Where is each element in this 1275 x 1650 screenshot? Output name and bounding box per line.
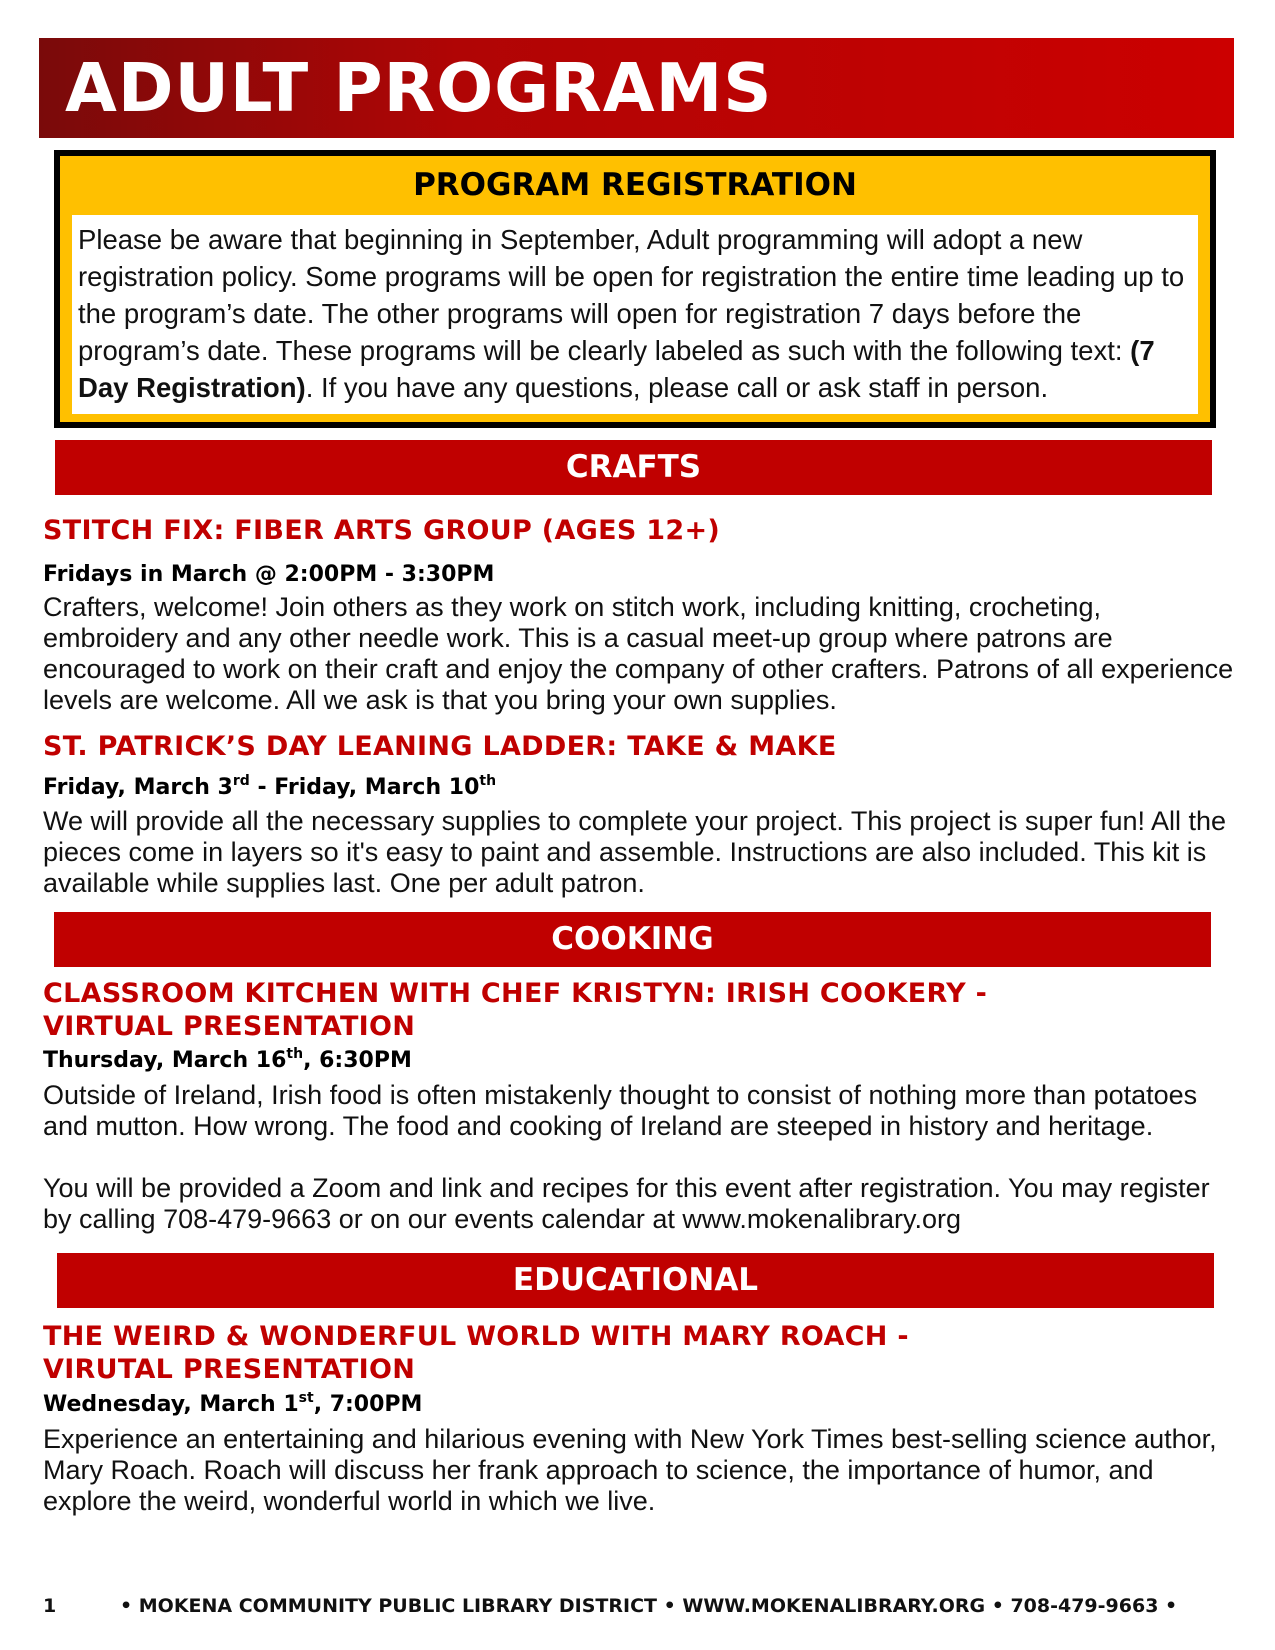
registration-text-intro: Please be aware that beginning in September, Adult programming will adopt a new registration policy. Some programs will be open for registration the entire time leading up to the program’s date. The other programs will open for registration 7 days before the program’s date. These programs will be clearly labeled as such with the following text: xyxy=(78,224,1185,366)
program-title-line1: CLASSROOM KITCHEN WITH CHEF KRISTYN: IRISH COOKERY - xyxy=(43,978,988,1009)
program-title-mary-roach xyxy=(43,1320,1223,1386)
program-title-classroom-kitchen xyxy=(43,977,1223,1043)
ordinal-suffix: th xyxy=(286,1046,304,1062)
ordinal-suffix: st xyxy=(298,1390,314,1406)
program-title-leaning-ladder: ST. PATRICK’S DAY LEANING LADDER: TAKE & MAKE xyxy=(43,731,837,762)
program-title-line2: VIRUTAL PRESENTATION xyxy=(43,1354,416,1385)
program-when-leaning-ladder xyxy=(43,774,496,802)
program-when-time: , 7:00PM xyxy=(313,1392,423,1417)
section-header-crafts: CRAFTS xyxy=(55,440,1212,495)
program-description-classroom-kitchen: Outside of Ireland, Irish food is often mistakenly thought to consist of nothing more than potatoes and mutton. How wrong. The food and cooking of Ireland are steeped in history and heritage. xyxy=(43,1080,1198,1141)
page-number: 1 xyxy=(43,1595,57,1617)
registration-text xyxy=(72,215,1198,414)
program-title-line2: VIRTUAL PRESENTATION xyxy=(43,1011,416,1042)
section-header-cooking: COOKING xyxy=(54,912,1211,967)
program-when-classroom-kitchen xyxy=(43,1047,412,1075)
program-when-mary-roach xyxy=(43,1391,422,1419)
footer-contact: • MOKENA COMMUNITY PUBLIC LIBRARY DISTRICT • WWW.MOKENALIBRARY.ORG • 708-479-9663 • xyxy=(120,1595,1178,1617)
page-footer xyxy=(0,1595,1275,1625)
page-banner xyxy=(39,38,1234,138)
ordinal-suffix: rd xyxy=(232,773,250,789)
ordinal-suffix: th xyxy=(479,773,497,789)
registration-title: PROGRAM REGISTRATION xyxy=(413,167,857,203)
program-title-stitch-fix: STITCH FIX: FIBER ARTS GROUP (AGES 12+) xyxy=(43,515,721,546)
program-description-mary-roach: Experience an entertaining and hilarious evening with New York Times best-selling science author, Mary Roach. Roach will discuss her frank approach to science, the importance of humor, and explore the weird, wonderful world in which we live. xyxy=(43,1424,1217,1516)
page-title: ADULT PROGRAMS xyxy=(65,49,773,127)
registration-bold-label: (7 Day Registration) xyxy=(78,335,1155,403)
registration-notice xyxy=(54,150,1216,428)
program-when-date: Wednesday, March 1 xyxy=(43,1392,299,1417)
program-when-end: - Friday, March 10 xyxy=(249,775,480,800)
program-description-leaning-ladder: We will provide all the necessary supplies to complete your project. This project is super fun! All the pieces come in layers so it's easy to paint and assemble. Instructions are also included. This kit is available while supplies last. One per adult patron. xyxy=(43,806,1227,898)
program-when-time: , 6:30PM xyxy=(303,1048,412,1073)
program-registration-info-classroom-kitchen: You will be provided a Zoom and link and recipes for this event after registration. You may register by calling 708-479-9663 or on our events calendar at www.mokenalibrary.org xyxy=(43,1173,1210,1234)
program-title-line1: THE WEIRD & WONDERFUL WORLD WITH MARY ROACH - xyxy=(43,1321,909,1352)
program-description-stitch-fix: Crafters, welcome! Join others as they work on stitch work, including knitting, crocheting, embroidery and any other needle work. This is a casual meet-up group where patrons are encouraged to work on their craft and enjoy the company of other crafters. Patrons of all experience levels are welcome. All we ask is that you bring your own supplies. xyxy=(43,592,1234,715)
section-header-educational: EDUCATIONAL xyxy=(57,1253,1214,1308)
program-when-stitch-fix: Fridays in March @ 2:00PM - 3:30PM xyxy=(43,562,495,587)
program-when-date: Thursday, March 16 xyxy=(43,1048,287,1073)
registration-text-outro: . If you have any questions, please call or ask staff in person. xyxy=(305,372,1049,403)
program-when-start: Friday, March 3 xyxy=(43,775,233,800)
